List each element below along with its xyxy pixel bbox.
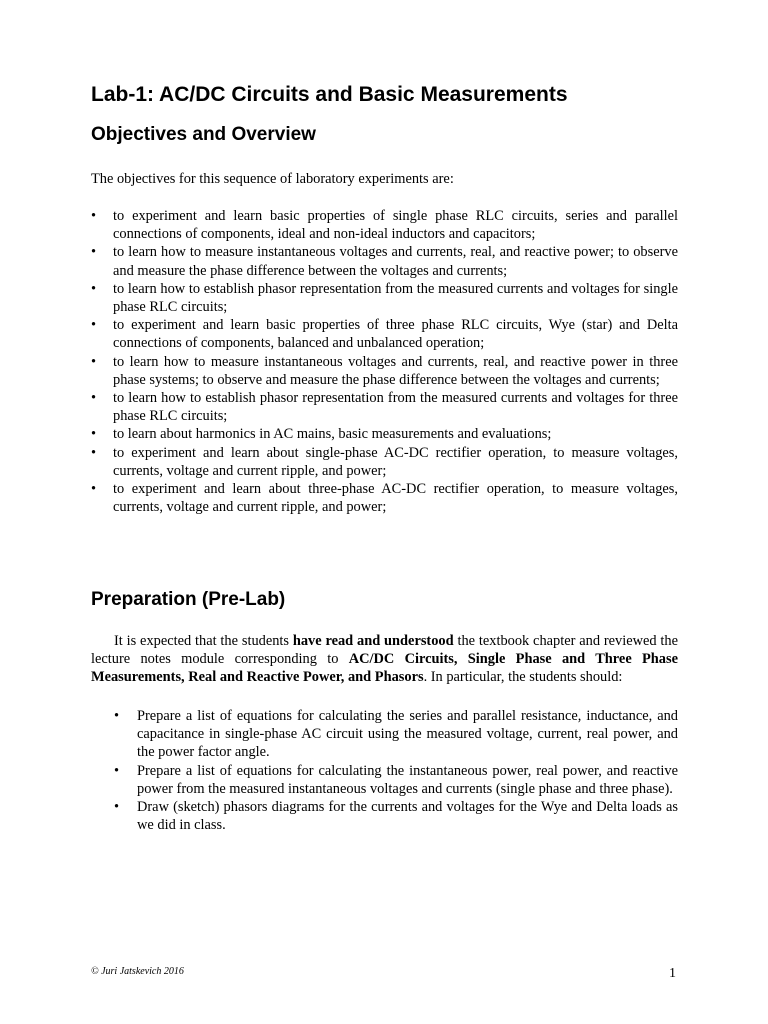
list-item: • to experiment and learn basic properties of single phase RLC circuits, series and parallel connections of components, ideal and non-ideal inductors and capacitors;	[91, 207, 678, 243]
list-item: • to experiment and learn basic properties of three phase RLC circuits, Wye (star) and Delta connections of components, balanced and unbalanced operation;	[91, 316, 678, 352]
page-title: Lab-1: AC/DC Circuits and Basic Measurements	[91, 83, 568, 106]
list-item: • to experiment and learn about single-phase AC-DC rectifier operation, to measure voltages, currents, voltage and current ripple, and power;	[91, 444, 678, 480]
list-item: • to learn how to measure instantaneous voltages and currents, real, and reactive power; to observe and measure the phase difference between the voltages and currents;	[91, 243, 678, 279]
paragraph-text: It is expected that the students	[114, 633, 293, 649]
list-item: • Prepare a list of equations for calculating the series and parallel resistance, inductance, and capacitance in single-phase AC circuit using the measured voltage, current, real power, and the power factor angle.	[114, 707, 678, 762]
paragraph-text: the textbook chapter and reviewed the lecture notes module corresponding to	[91, 633, 678, 668]
prelab-list	[114, 707, 678, 834]
preparation-paragraph	[91, 632, 678, 687]
paragraph-text: . In particular, the students should:	[423, 669, 623, 686]
paragraph-bold-text: have read and understood	[292, 633, 454, 649]
objectives-list	[91, 207, 678, 516]
list-item: • Prepare a list of equations for calculating the instantaneous power, real power, and reactive power from the measured instantaneous voltages and currents (single phase and three phase).	[114, 762, 678, 798]
list-item: • Draw (sketch) phasors diagrams for the currents and voltages for the Wye and Delta loads as we did in class.	[114, 798, 678, 834]
objectives-heading: Objectives and Overview	[91, 124, 316, 145]
list-item: • to learn how to establish phasor representation from the measured currents and voltages for three phase RLC circuits;	[91, 389, 678, 425]
list-item: • to learn how to establish phasor representation from the measured currents and voltages for single phase RLC circuits;	[91, 280, 678, 316]
list-item: • to experiment and learn about three-phase AC-DC rectifier operation, to measure voltages, currents, voltage and current ripple, and power;	[91, 480, 678, 516]
preparation-heading: Preparation (Pre-Lab)	[91, 589, 286, 610]
objectives-intro: The objectives for this sequence of laboratory experiments are:	[91, 171, 454, 187]
list-item: • to learn about harmonics in AC mains, basic measurements and evaluations;	[91, 425, 678, 443]
page-number: 1	[669, 966, 676, 981]
footer-copyright: © Juri Jatskevich 2016	[91, 966, 184, 977]
list-item: • to learn how to measure instantaneous voltages and currents, real, and reactive power in three phase systems; to observe and measure the phase difference between the voltages and currents;	[91, 353, 678, 389]
paragraph-bold-text: AC/DC Circuits, Single Phase and Three Phase Measurements, Real and Reactive Power, and Phasors	[91, 651, 678, 686]
